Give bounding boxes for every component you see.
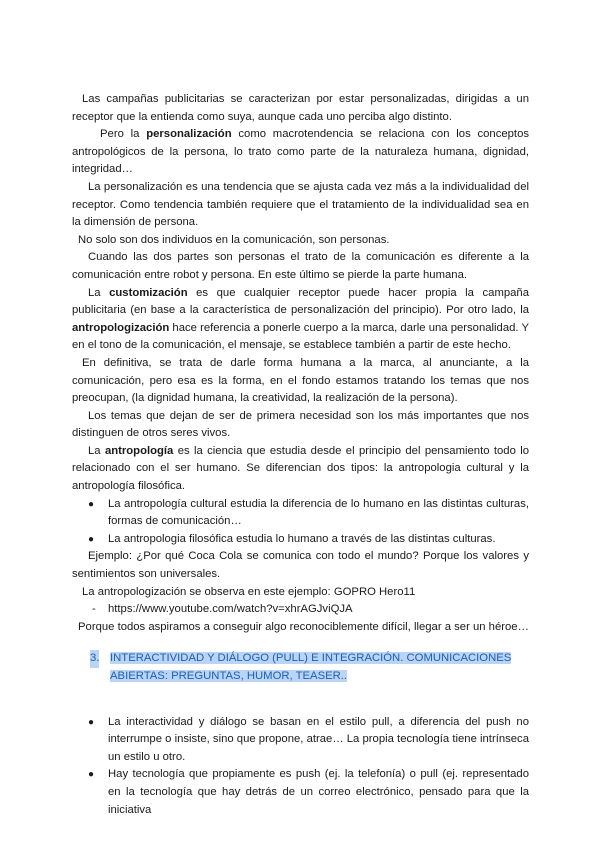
paragraph-campanas: Las campañas publicitarias se caracterizan por estar personalizadas, dirigidas a un receptor que la entienda como suya, aunque cada uno perciba algo distinto. xyxy=(72,93,529,123)
list-item-text: La antropologia filosófica estudia lo humano a través de las distintas culturas. xyxy=(108,532,496,545)
link-item xyxy=(72,601,529,619)
dash-icon: - xyxy=(92,603,96,616)
text-run: Pero la xyxy=(100,128,147,141)
paragraph-ejemplo: Ejemplo: ¿Por qué Coca Cola se comunica con todo el mundo? Porque los valores y sentimientos son universales. xyxy=(72,550,529,581)
paragraph-antropologia xyxy=(72,443,529,496)
text-run: como macrotendencia se relaciona con los conceptos antropológicos de la persona, lo trato como parte de la naturaleza humana, dignidad, integridad… xyxy=(72,128,529,176)
term-antropologia: antropología xyxy=(104,444,174,457)
list-item xyxy=(72,496,529,531)
list-item-text: La antropología cultural estudia la diferencia de lo humano en las distintas culturas, formas de comunicación… xyxy=(108,497,529,528)
text-run: es la ciencia que estudia desde el principio del pensamiento todo lo relacionado con el ser humano. Se diferencian dos tipos: la antropologia cultural y la antropología filosófica. xyxy=(72,444,529,493)
text-run: hace referencia a ponerle cuerpo a la marca, darle una personalidad. Y en el tono de la comunicación, el mensaje, se establece también a partir de este hecho. xyxy=(72,321,529,352)
text-run: La xyxy=(88,286,110,299)
list-item xyxy=(72,714,529,767)
paragraph-gopro: La antropologización se observa en este ejemplo: GOPRO Hero11 xyxy=(82,585,416,598)
paragraph-personalizacion xyxy=(72,126,529,179)
document-body xyxy=(72,91,529,819)
paragraph-tendencia: La personalización es una tendencia que se ajusta cada vez más a la individualidad del receptor. Como tendencia también requiere que el tratamiento de la individualidad sea en la dimensión de persona. xyxy=(72,180,529,229)
list-item-text: Hay tecnología que propiamente es push (ej. la telefonía) o pull (ej. representado en la tecnología que hay detrás de un correo electrónico, pensado para que la iniciativa xyxy=(108,768,529,816)
paragraph-heroe: Porque todos aspiramos a conseguir algo reconociblemente difícil, llegar a ser un héroe… xyxy=(78,620,529,633)
bullet-icon: ● xyxy=(88,769,95,781)
term-customizacion: customización xyxy=(109,286,188,299)
list-item xyxy=(72,531,529,549)
paragraph-temas: Los temas que dejan de ser de primera necesidad son los más importantes que nos distinguen de otros seres vivos. xyxy=(72,409,529,440)
heading-number: 3. xyxy=(90,650,99,668)
section-heading xyxy=(90,650,540,685)
text-run: es que cualquier receptor puede hacer propia la campaña publicitaria (en base a la característica de personalización del principio). Por otro lado, la xyxy=(72,286,529,317)
text-run: La xyxy=(88,444,105,457)
interactividad-list xyxy=(72,714,529,820)
list-item-text: La interactividad y diálogo se basan en el estilo pull, a diferencia del push no interrumpe o insiste, sino que propone, atrae… La propia tecnología tiene intrínseca un estilo u otro. xyxy=(108,715,529,763)
bullet-icon: ● xyxy=(88,498,95,510)
term-antropologizacion: antropologización xyxy=(72,321,170,334)
bullet-icon: ● xyxy=(88,716,95,728)
bullet-icon: ● xyxy=(88,533,95,545)
paragraph-robot: Cuando las dos partes son personas el trato de la comunicación es diferente a la comunicación entre robot y persona. En este último se pierde la parte humana. xyxy=(72,251,529,281)
spacer xyxy=(72,686,529,714)
antropologia-types-list xyxy=(72,496,529,549)
list-item xyxy=(72,766,529,819)
paragraph-customizacion xyxy=(72,285,529,355)
youtube-link[interactable]: https://www.youtube.com/watch?v=xhrAGJviQJA xyxy=(108,603,353,616)
term-personalizacion: personalización xyxy=(146,128,232,141)
heading-text: INTERACTIVIDAD Y DIÁLOGO (PULL) E INTEGRACIÓN. COMUNICACIONES ABIERTAS: PREGUNTAS, HUMOR, TEASER.. xyxy=(110,652,512,682)
paragraph-definitiva: En definitiva, se trata de darle forma humana a la marca, al anunciante, a la comunicación, pero esa es la forma, en el fondo estamos tratando los temas que nos preocupan, (la dignidad humana, la creatividad, la realización de la persona). xyxy=(72,356,529,405)
paragraph-personas: No solo son dos individuos en la comunicación, son personas. xyxy=(78,233,390,246)
